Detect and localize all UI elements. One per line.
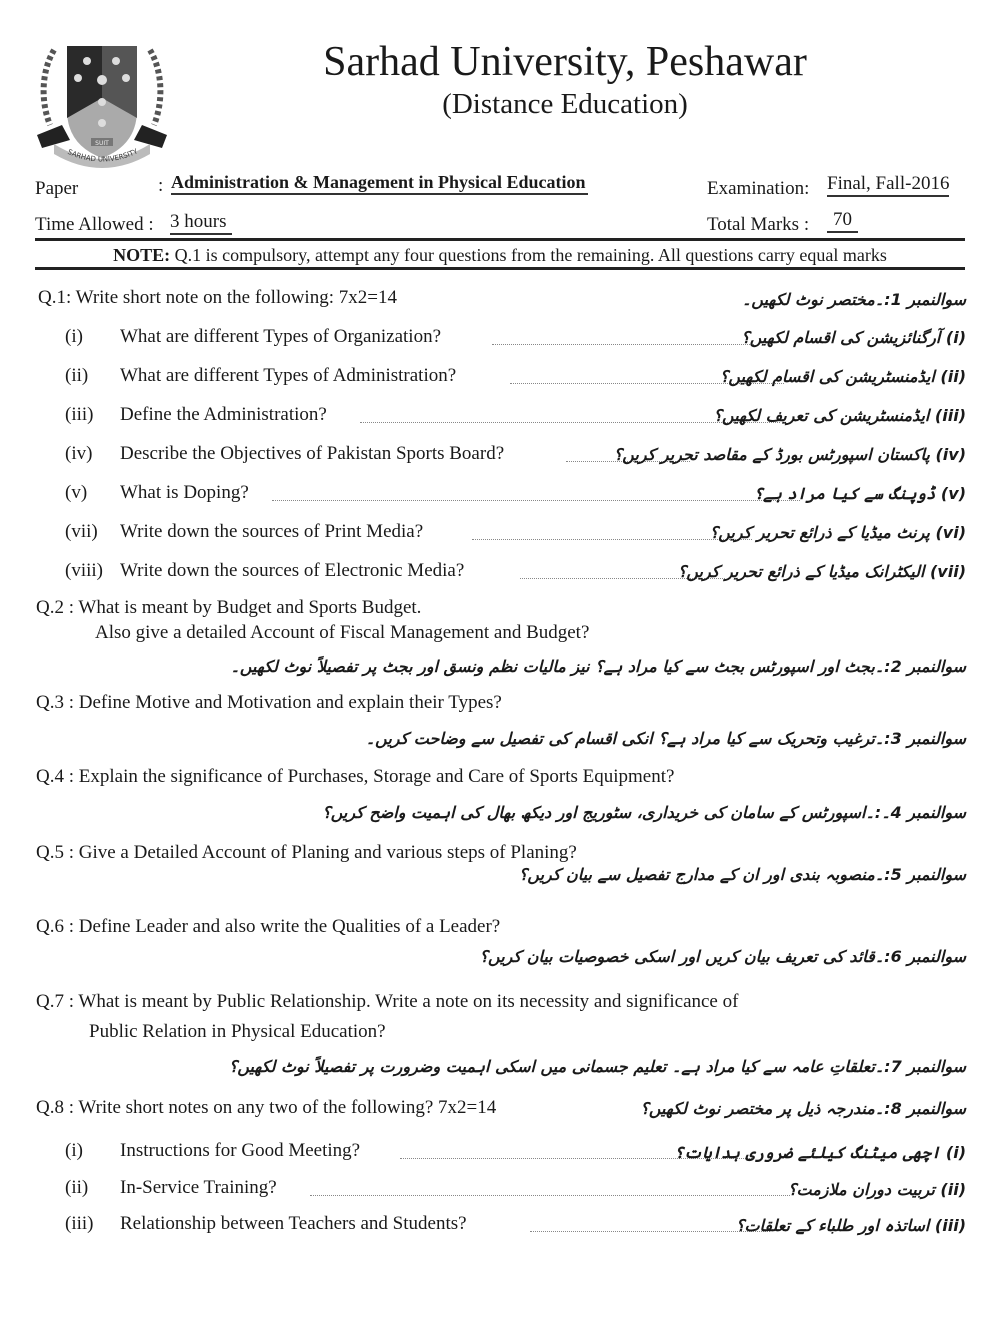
question-6-urdu: سوالنمبر 6:۔قائد کی تعریف بیان کریں اور اسکی خصوصیات بیان کریں؟ xyxy=(479,947,966,966)
question-5: Q.5 : Give a Detailed Account of Planing and various steps of Planing? xyxy=(36,842,577,863)
divider-top xyxy=(35,238,965,241)
q8-item-number: (i) xyxy=(65,1140,83,1161)
q1-item-number: (viii) xyxy=(65,560,103,581)
question-8: Q.8 : Write short notes on any two of the following? 7x2=14 xyxy=(36,1097,497,1118)
question-3-urdu: سوالنمبر 3:۔ترغیب وتحریک سے کیا مراد ہے؟ انکی اقسام کی تفصیل سے وضاحت کریں۔ xyxy=(365,729,966,748)
q1-item-number: (iii) xyxy=(65,404,94,425)
leader-dots xyxy=(492,344,754,345)
question-7-line-1: Q.7 : What is meant by Public Relationship. Write a note on its necessity and significance of xyxy=(36,991,739,1012)
q1-item-number: (iv) xyxy=(65,443,93,464)
question-3: Q.3 : Define Motive and Motivation and explain their Types? xyxy=(36,692,502,713)
q1-item-number: (i) xyxy=(65,326,83,347)
q1-item-text: What are different Types of Organization? xyxy=(120,326,442,347)
q8-item-urdu: (iii) اساتذہ اور طلباء کے تعلقات؟ xyxy=(735,1216,966,1235)
question-5-urdu: سوالنمبر 5:۔منصوبہ بندی اور ان کے مدارج تفصیل سے بیان کریں؟ xyxy=(518,865,966,884)
q1-item-number: (ii) xyxy=(65,365,89,386)
paper-label: Paper xyxy=(35,178,79,199)
paper-colon: : xyxy=(158,175,164,196)
divider-bottom xyxy=(35,267,965,270)
q1-item-urdu: (iv) پاکستان اسپورٹس بورڈ کے مقاصد تحریر کریں؟ xyxy=(613,445,966,464)
note-banner xyxy=(35,244,965,266)
q8-item-number: (iii) xyxy=(65,1213,94,1234)
q1-item-text: What is Doping? xyxy=(120,482,249,503)
question-2-line-1: Q.2 : What is meant by Budget and Sports Budget. xyxy=(36,597,422,618)
note-label: NOTE: xyxy=(113,245,171,265)
leader-dots xyxy=(530,1231,770,1232)
question-4: Q.4 : Explain the significance of Purchases, Storage and Care of Sports Equipment? xyxy=(36,766,675,787)
q1-item-text: Write down the sources of Electronic Media? xyxy=(120,560,465,581)
question-1: Q.1: Write short note on the following: 7x2=14 xyxy=(38,287,397,308)
total-marks-label: Total Marks : xyxy=(707,214,810,235)
q1-item-urdu: (vii) الیکٹرانک میڈیا کے ذرائع تحریر کریں؟ xyxy=(677,562,966,581)
q1-item-number: (v) xyxy=(65,482,88,503)
time-allowed-label: Time Allowed : xyxy=(35,214,154,235)
university-subtitle: (Distance Education) xyxy=(442,88,688,120)
q8-item-urdu: (ii) تربیت دوران ملازمت؟ xyxy=(788,1180,966,1199)
q1-item-text: Describe the Objectives of Pakistan Sports Board? xyxy=(120,443,505,464)
leader-dots xyxy=(272,500,800,501)
logo-ribbon-text: SARHAD UNIVERSITY xyxy=(66,147,139,164)
paper-title: Administration & Management in Physical Education xyxy=(171,172,588,195)
question-4-urdu: سوالنمبر 4۔:۔اسپورٹس کے سامان کی خریداری، سٹوریج اور دیکھ بھال کی اہمیت واضح کریں؟ xyxy=(322,803,966,822)
note-text: Q.1 is compulsory, attempt any four questions from the remaining. All questions carry equal marks xyxy=(170,245,887,265)
examination-label: Examination: xyxy=(707,178,810,199)
leader-dots xyxy=(310,1195,790,1196)
q1-item-urdu: (v) ڈوپنگ سے کیا مراد ہے؟ xyxy=(753,484,966,503)
question-2-line-2: Also give a detailed Account of Fiscal Management and Budget? xyxy=(95,622,590,643)
university-title: Sarhad University, Peshawar xyxy=(323,39,807,85)
q1-item-text: What are different Types of Administration? xyxy=(120,365,457,386)
total-marks-value: 70 xyxy=(827,209,858,233)
q1-item-text: Define the Administration? xyxy=(120,404,327,425)
q1-item-urdu: (i) آرگنائزیشن کی اقسام لکھیں؟ xyxy=(741,328,966,347)
question-2-urdu: سوالنمبر 2:۔بجٹ اور اسپورٹس بجٹ سے کیا مراد ہے؟ نیز مالیات نظم ونسق اور بجٹ پر تفصیلاً نوٹ لکھیں۔ xyxy=(230,657,966,676)
question-6: Q.6 : Define Leader and also write the Qualities of a Leader? xyxy=(36,916,501,937)
examination-value: Final, Fall-2016 xyxy=(827,173,949,197)
q1-item-urdu: (iii) ایڈمنسٹریشن کی تعریف لکھیں؟ xyxy=(713,406,966,425)
q8-item-text: Relationship between Teachers and Students? xyxy=(120,1213,467,1234)
question-7-urdu: سوالنمبر 7:۔تعلقاتِ عامہ سے کیا مراد ہے۔ تعلیم جسمانی میں اسکی اہمیت وضرورت پر تفصیلاً نوٹ لکھیں؟ xyxy=(228,1057,966,1076)
q1-item-urdu: (ii) ایڈمنسٹریشن کی اقسام لکھیں؟ xyxy=(719,367,966,386)
q8-item-number: (ii) xyxy=(65,1177,89,1198)
q8-item-urdu: (i) اچھی میٹنگ کیلئے ضروری ہدایات؟ xyxy=(674,1143,966,1162)
question-7-line-2: Public Relation in Physical Education? xyxy=(89,1021,386,1042)
question-8-urdu: سوالنمبر 8:۔مندرجہ ذیل پر مختصر نوٹ لکھیں؟ xyxy=(640,1099,966,1118)
time-allowed-value: 3 hours xyxy=(170,211,232,235)
q1-item-number: (vii) xyxy=(65,521,98,542)
q1-item-text: Write down the sources of Print Media? xyxy=(120,521,424,542)
q8-item-text: In-Service Training? xyxy=(120,1177,277,1198)
q8-item-text: Instructions for Good Meeting? xyxy=(120,1140,361,1161)
q1-item-urdu: (vi) پرنٹ میڈیا کے ذرائع تحریر کریں؟ xyxy=(709,523,966,542)
question-1-urdu: سوالنمبر 1:۔مختصر نوٹ لکھیں۔ xyxy=(741,290,966,309)
logo-badge-text: SUIT xyxy=(95,140,109,147)
